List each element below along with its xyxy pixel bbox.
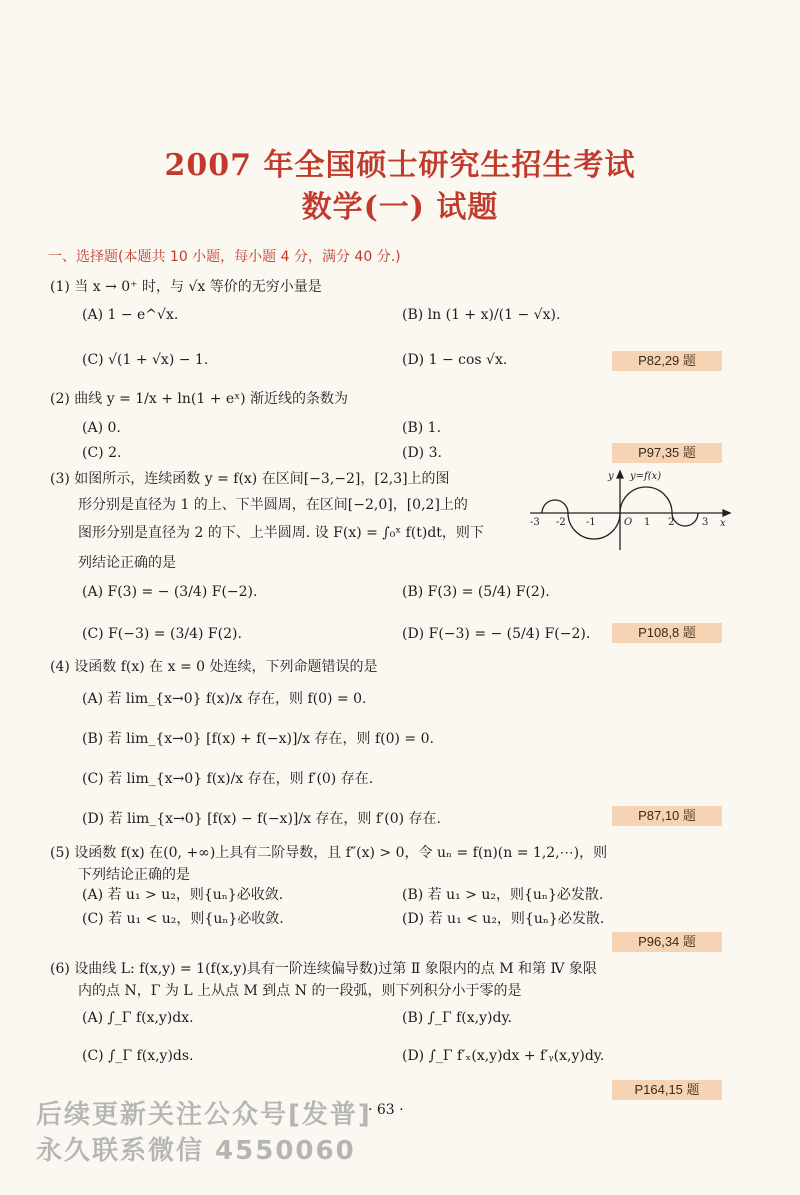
q2-option-c: (C) 2. (82, 445, 122, 461)
q3-line-4: 列结论正确的是 (78, 555, 176, 571)
q4-option-b: (B) 若 lim_{x→0} [f(x) + f(−x)]/x 存在，则 f(0) = 0. (82, 731, 434, 747)
q1-option-c: (C) √(1 + √x) − 1. (82, 352, 209, 368)
q6-ref: P164,15 题 (612, 1080, 722, 1100)
q4-option-d: (D) 若 lim_{x→0} [f(x) − f(−x)]/x 存在，则 f′(0) 存在. (82, 811, 441, 827)
q5-option-a: (A) 若 u₁ > u₂，则{uₙ}必收敛. (82, 887, 284, 903)
q5-option-b: (B) 若 u₁ > u₂，则{uₙ}必发散. (402, 887, 604, 903)
title-line-1: 2007 年全国硕士研究生招生考试 (164, 148, 636, 183)
graph-arc-right-small (672, 513, 698, 526)
q6-option-a: (A) ∫_Γ f(x,y)dx. (82, 1010, 194, 1026)
q2-option-a: (A) 0. (82, 420, 121, 436)
graph-tick-neg2: -2 (556, 517, 566, 528)
page-number: · 63 · (368, 1102, 404, 1118)
q4-stem: (4) 设函数 f(x) 在 x = 0 处连续，下列命题错误的是 (50, 659, 378, 675)
q3-line-3: 图形分别是直径为 2 的下、上半圆周. 设 F(x) = ∫₀ˣ f(t)dt，则下 (78, 525, 484, 541)
graph-tick-neg1: -1 (586, 517, 596, 528)
q6-option-b: (B) ∫_Γ f(x,y)dy. (402, 1010, 512, 1026)
q5-ref: P96,34 题 (612, 932, 722, 952)
q5-line-1: (5) 设函数 f(x) 在(0, +∞)上具有二阶导数，且 f″(x) > 0，令 uₙ = f(n)(n = 1,2,⋯)，则 (50, 845, 608, 861)
graph-curve-label: y=f(x) (630, 471, 662, 482)
graph-arc-left-small (542, 500, 568, 513)
q6-option-d: (D) ∫_Γ f′ₓ(x,y)dx + f′ᵧ(x,y)dy. (402, 1048, 605, 1064)
q4-option-a: (A) 若 lim_{x→0} f(x)/x 存在，则 f(0) = 0. (82, 691, 367, 707)
title-line-2: 数学(一) 试题 (301, 190, 499, 225)
watermark-line-1: 后续更新关注公众号[发普] (36, 1100, 372, 1130)
q2-ref: P97,35 题 (612, 443, 722, 463)
q5-line-2: 下列结论正确的是 (78, 867, 190, 883)
q1-option-d: (D) 1 − cos √x. (402, 352, 508, 368)
q1-option-a: (A) 1 − e^√x. (82, 307, 179, 323)
graph-tick-2: 2 (668, 517, 675, 528)
q5-option-c: (C) 若 u₁ < u₂，则{uₙ}必收敛. (82, 911, 284, 927)
graph-x-arrow (723, 510, 730, 516)
graph-x-label: x (720, 518, 726, 529)
q3-line-1: (3) 如图所示，连续函数 y = f(x) 在区间[−3,−2]，[2,3]上的图 (50, 471, 450, 487)
q1-ref: P82,29 题 (612, 351, 722, 371)
q4-ref: P87,10 题 (612, 806, 722, 826)
q6-option-c: (C) ∫_Γ f(x,y)ds. (82, 1048, 194, 1064)
graph-tick-3: 3 (702, 517, 709, 528)
watermark-line-2: 永久联系微信 4550060 (36, 1136, 356, 1166)
graph-y-label: y (608, 471, 614, 482)
q3-ref: P108,8 题 (612, 623, 722, 643)
graph-arc-right-large (620, 487, 672, 513)
q3-line-2: 形分别是直径为 1 的上、下半圆周，在区间[−2,0]，[0,2]上的 (78, 497, 468, 513)
q3-option-b: (B) F(3) = (5/4) F(2). (402, 584, 550, 600)
q3-option-c: (C) F(−3) = (3/4) F(2). (82, 626, 242, 642)
q5-option-d: (D) 若 u₁ < u₂，则{uₙ}必发散. (402, 911, 605, 927)
section-heading: 一、选择题(本题共 10 小题，每小题 4 分，满分 40 分.) (48, 249, 401, 265)
graph-origin-label: O (624, 517, 633, 528)
q2-option-b: (B) 1. (402, 420, 442, 436)
q2-stem: (2) 曲线 y = 1/x + ln(1 + eˣ) 渐近线的条数为 (50, 391, 349, 407)
graph-tick-1: 1 (644, 517, 651, 528)
q3-graph (520, 465, 735, 555)
q1-stem: (1) 当 x → 0⁺ 时，与 √x 等价的无穷小量是 (50, 279, 322, 295)
q6-line-2: 内的点 N，Γ 为 L 上从点 M 到点 N 的一段弧，则下列积分小于零的是 (78, 983, 522, 999)
q1-option-b: (B) ln (1 + x)/(1 − √x). (402, 307, 561, 323)
q6-line-1: (6) 设曲线 L: f(x,y) = 1(f(x,y)具有一阶连续偏导数)过第 Ⅱ 象限内的点 M 和第 Ⅳ 象限 (50, 961, 597, 977)
q2-option-d: (D) 3. (402, 445, 442, 461)
q3-option-a: (A) F(3) = − (3/4) F(−2). (82, 584, 258, 600)
graph-y-arrow (617, 471, 623, 478)
graph-tick-neg3: -3 (530, 517, 540, 528)
q4-option-c: (C) 若 lim_{x→0} f(x)/x 存在，则 f′(0) 存在. (82, 771, 374, 787)
q3-option-d: (D) F(−3) = − (5/4) F(−2). (402, 626, 591, 642)
